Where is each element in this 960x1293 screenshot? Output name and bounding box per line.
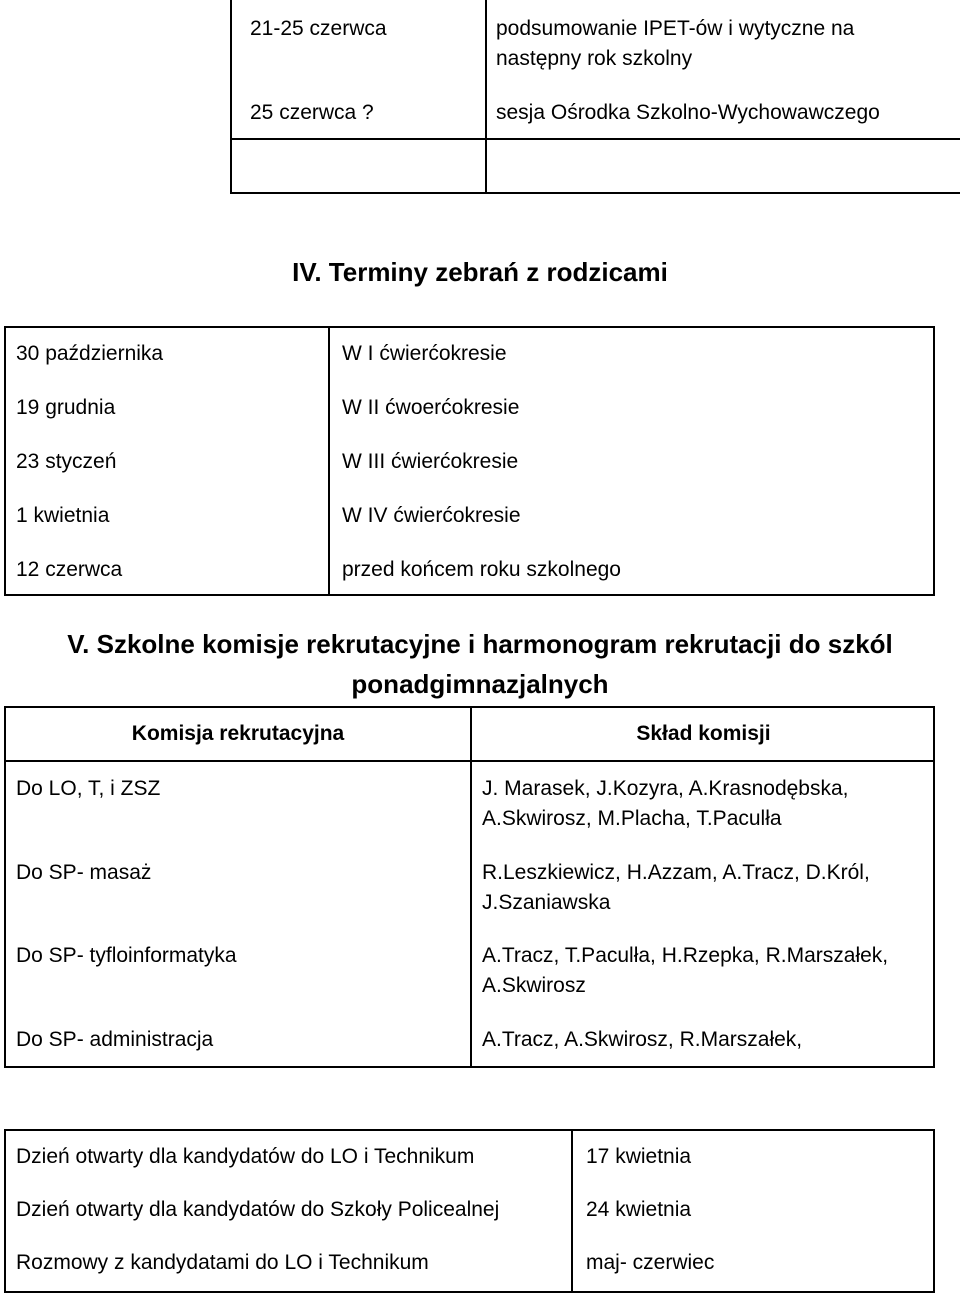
top-table-date-cell: 25 czerwca ? (250, 101, 374, 124)
meeting-date-cell: 23 styczeń (16, 450, 117, 473)
committee-column-header: Komisja rekrutacyjna (131, 722, 345, 745)
meeting-date-cell: 19 grudnia (16, 396, 116, 419)
committee-members-cell: A.Tracz, T.Paculła, H.Rzepka, R.Marszałek, A.Skwirosz (482, 944, 889, 997)
committee-name-cell: Do LO, T, i ZSZ (16, 777, 161, 800)
meeting-date-cell: 12 czerwca (16, 558, 123, 581)
meeting-date-cell: 30 października (16, 342, 164, 365)
schedule-event-cell: Dzień otwarty dla kandydatów do LO i Technikum (16, 1145, 475, 1168)
meeting-desc-cell: W III ćwierćokresie (342, 450, 519, 473)
recruitment-committees-table (4, 706, 935, 1068)
schedule-column-divider (571, 1131, 573, 1291)
top-table-date-cell: 21-25 czerwca (250, 17, 387, 40)
top-table (230, 0, 960, 194)
meeting-desc-cell: W I ćwierćokresie (342, 342, 507, 365)
section-4-heading: IV. Terminy zebrań z rodzicami (292, 257, 668, 287)
schedule-date-cell: 24 kwietnia (586, 1198, 692, 1221)
committee-members-cell: R.Leszkiewicz, H.Azzam, A.Tracz, D.Król, J.Szaniawska (482, 861, 870, 914)
committee-members-cell: A.Tracz, A.Skwirosz, R.Marszałek, (482, 1028, 803, 1051)
meeting-date-cell: 1 kwietnia (16, 504, 110, 527)
meeting-desc-cell: W II ćwoerćokresie (342, 396, 520, 419)
top-table-desc-cell: podsumowanie IPET-ów i wytyczne na następny rok szkolny (496, 17, 855, 70)
parent-meetings-column-divider (328, 328, 330, 594)
meeting-desc-cell: W IV ćwierćokresie (342, 504, 521, 527)
section-5-heading-line-1: V. Szkolne komisje rekrutacyjne i harmonogram rekrutacji do szkól (67, 629, 893, 659)
schedule-date-cell: 17 kwietnia (586, 1145, 692, 1168)
schedule-event-cell: Dzień otwarty dla kandydatów do Szkoły Policealnej (16, 1198, 500, 1221)
section-5-heading-line-2: ponadgimnazjalnych (351, 669, 609, 699)
committees-header-divider (6, 760, 933, 762)
top-table-column-divider (485, 0, 487, 192)
committee-members-cell: J. Marasek, J.Kozyra, A.Krasnodębska, A.Skwirosz, M.Placha, T.Paculła (482, 777, 849, 830)
top-table-row-divider (232, 138, 960, 140)
recruitment-schedule-table (4, 1129, 935, 1293)
parent-meetings-table (4, 326, 935, 596)
meeting-desc-cell: przed końcem roku szkolnego (342, 558, 621, 581)
schedule-event-cell: Rozmowy z kandydatami do LO i Technikum (16, 1251, 429, 1274)
committee-name-cell: Do SP- masaż (16, 861, 152, 884)
members-column-header: Skład komisji (636, 722, 771, 745)
committee-name-cell: Do SP- administracja (16, 1028, 214, 1051)
committee-name-cell: Do SP- tyfloinformatyka (16, 944, 237, 967)
schedule-date-cell: maj- czerwiec (586, 1251, 715, 1274)
top-table-desc-cell: sesja Ośrodka Szkolno-Wychowawczego (496, 101, 880, 124)
